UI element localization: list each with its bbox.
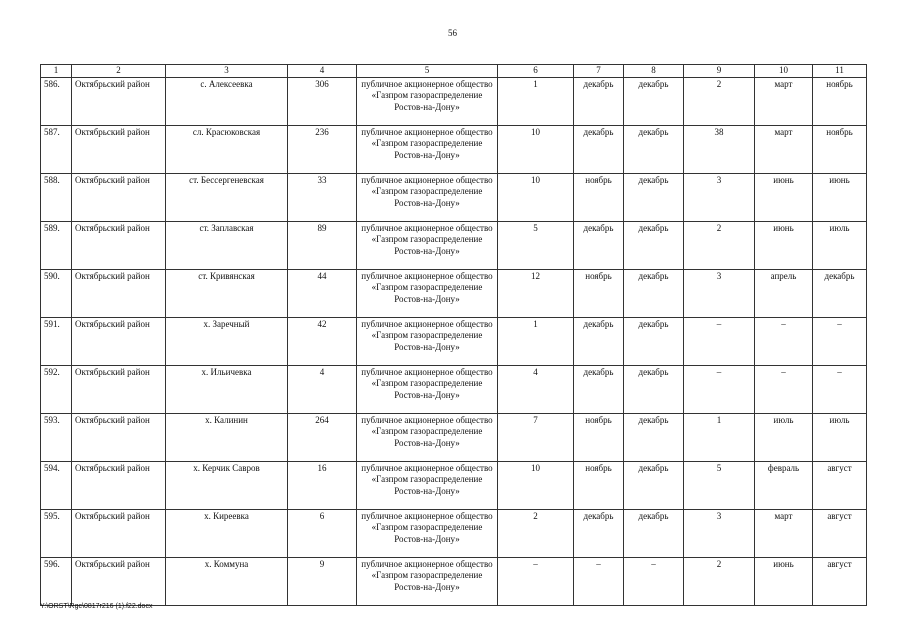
organization-cell: публичное акционерное общество «Газпром газораспределение Ростов-на-Дону»	[357, 365, 498, 413]
count-cell: 33	[288, 173, 357, 221]
month-cell: декабрь	[574, 317, 624, 365]
month-cell: июль	[813, 221, 867, 269]
table-row	[41, 413, 867, 461]
month-cell: июнь	[755, 173, 813, 221]
value-cell: –	[684, 365, 755, 413]
month-cell: декабрь	[624, 173, 684, 221]
organization-cell: публичное акционерное общество «Газпром газораспределение Ростов-на-Дону»	[357, 317, 498, 365]
month-cell: –	[755, 317, 813, 365]
month-cell: март	[755, 125, 813, 173]
page-number: 56	[448, 28, 457, 38]
month-cell: декабрь	[574, 221, 624, 269]
month-cell: март	[755, 77, 813, 125]
table-row	[41, 365, 867, 413]
month-cell: июль	[813, 413, 867, 461]
month-cell: март	[755, 509, 813, 557]
value-cell: 2	[684, 221, 755, 269]
value-cell: 38	[684, 125, 755, 173]
count-cell: 89	[288, 221, 357, 269]
month-cell: декабрь	[624, 461, 684, 509]
row-number: 593.	[41, 413, 72, 461]
month-cell: август	[813, 509, 867, 557]
settlement-cell: х. Ильичевка	[166, 365, 288, 413]
count-cell: 4	[288, 365, 357, 413]
organization-cell: публичное акционерное общество «Газпром газораспределение Ростов-на-Дону»	[357, 77, 498, 125]
file-path-footer: Y:\ORST\Rgc\0817r216 (1).f22.docx	[40, 603, 153, 610]
month-cell: декабрь	[574, 77, 624, 125]
row-number: 588.	[41, 173, 72, 221]
settlement-cell: х. Заречный	[166, 317, 288, 365]
column-header: 6	[498, 65, 574, 78]
value-cell: 10	[498, 461, 574, 509]
value-cell: 3	[684, 509, 755, 557]
month-cell: декабрь	[813, 269, 867, 317]
column-header: 7	[574, 65, 624, 78]
organization-cell: публичное акционерное общество «Газпром газораспределение Ростов-на-Дону»	[357, 509, 498, 557]
value-cell: 5	[498, 221, 574, 269]
row-number: 590.	[41, 269, 72, 317]
district-cell: Октябрьский район	[72, 173, 166, 221]
value-cell: 1	[498, 77, 574, 125]
settlement-cell: с. Алексеевка	[166, 77, 288, 125]
month-cell: июнь	[755, 557, 813, 605]
table-row	[41, 173, 867, 221]
column-header: 1	[41, 65, 72, 78]
month-cell: декабрь	[624, 413, 684, 461]
organization-cell: публичное акционерное общество «Газпром газораспределение Ростов-на-Дону»	[357, 269, 498, 317]
month-cell: декабрь	[624, 365, 684, 413]
value-cell: 5	[684, 461, 755, 509]
organization-cell: публичное акционерное общество «Газпром газораспределение Ростов-на-Дону»	[357, 221, 498, 269]
row-number: 592.	[41, 365, 72, 413]
value-cell: 4	[498, 365, 574, 413]
month-cell: август	[813, 557, 867, 605]
month-cell: ноябрь	[813, 77, 867, 125]
settlement-cell: ст. Кривянская	[166, 269, 288, 317]
district-cell: Октябрьский район	[72, 461, 166, 509]
header-row	[41, 65, 867, 78]
value-cell: –	[684, 317, 755, 365]
value-cell: 1	[498, 317, 574, 365]
settlement-cell: х. Коммуна	[166, 557, 288, 605]
district-cell: Октябрьский район	[72, 365, 166, 413]
value-cell: 10	[498, 173, 574, 221]
settlement-cell: ст. Заплавская	[166, 221, 288, 269]
count-cell: 306	[288, 77, 357, 125]
row-number: 595.	[41, 509, 72, 557]
month-cell: февраль	[755, 461, 813, 509]
table-row	[41, 509, 867, 557]
month-cell: –	[624, 557, 684, 605]
value-cell: 2	[684, 557, 755, 605]
month-cell: декабрь	[574, 509, 624, 557]
row-number: 586.	[41, 77, 72, 125]
month-cell: июнь	[813, 173, 867, 221]
month-cell: ноябрь	[574, 173, 624, 221]
settlement-cell: х. Киреевка	[166, 509, 288, 557]
value-cell: 12	[498, 269, 574, 317]
count-cell: 236	[288, 125, 357, 173]
month-cell: июнь	[755, 221, 813, 269]
organization-cell: публичное акционерное общество «Газпром газораспределение Ростов-на-Дону»	[357, 557, 498, 605]
count-cell: 42	[288, 317, 357, 365]
column-header: 9	[684, 65, 755, 78]
month-cell: июль	[755, 413, 813, 461]
column-header: 2	[72, 65, 166, 78]
column-header: 10	[755, 65, 813, 78]
value-cell: 3	[684, 269, 755, 317]
value-cell: 10	[498, 125, 574, 173]
month-cell: декабрь	[624, 77, 684, 125]
month-cell: август	[813, 461, 867, 509]
data-table	[40, 64, 867, 606]
month-cell: ноябрь	[574, 413, 624, 461]
column-header: 5	[357, 65, 498, 78]
table-row	[41, 317, 867, 365]
count-cell: 9	[288, 557, 357, 605]
table-row	[41, 125, 867, 173]
month-cell: –	[574, 557, 624, 605]
month-cell: декабрь	[624, 125, 684, 173]
row-number: 587.	[41, 125, 72, 173]
month-cell: ноябрь	[574, 461, 624, 509]
month-cell: декабрь	[624, 269, 684, 317]
settlement-cell: х. Калинин	[166, 413, 288, 461]
table-row	[41, 269, 867, 317]
district-cell: Октябрьский район	[72, 317, 166, 365]
month-cell: декабрь	[574, 125, 624, 173]
district-cell: Октябрьский район	[72, 557, 166, 605]
district-cell: Октябрьский район	[72, 413, 166, 461]
month-cell: декабрь	[624, 509, 684, 557]
organization-cell: публичное акционерное общество «Газпром газораспределение Ростов-на-Дону»	[357, 125, 498, 173]
row-number: 591.	[41, 317, 72, 365]
table-row	[41, 77, 867, 125]
district-cell: Октябрьский район	[72, 269, 166, 317]
table-row	[41, 557, 867, 605]
month-cell: апрель	[755, 269, 813, 317]
district-cell: Октябрьский район	[72, 509, 166, 557]
month-cell: декабрь	[624, 221, 684, 269]
row-number: 594.	[41, 461, 72, 509]
month-cell: –	[813, 317, 867, 365]
month-cell: ноябрь	[813, 125, 867, 173]
count-cell: 6	[288, 509, 357, 557]
month-cell: –	[813, 365, 867, 413]
organization-cell: публичное акционерное общество «Газпром газораспределение Ростов-на-Дону»	[357, 461, 498, 509]
column-header: 4	[288, 65, 357, 78]
settlement-cell: ст. Бессергеневская	[166, 173, 288, 221]
column-header: 11	[813, 65, 867, 78]
column-header: 8	[624, 65, 684, 78]
settlement-cell: сл. Красюковская	[166, 125, 288, 173]
table-row	[41, 461, 867, 509]
district-cell: Октябрьский район	[72, 221, 166, 269]
row-number: 596.	[41, 557, 72, 605]
value-cell: 7	[498, 413, 574, 461]
row-number: 589.	[41, 221, 72, 269]
month-cell: декабрь	[574, 365, 624, 413]
month-cell: декабрь	[624, 317, 684, 365]
count-cell: 16	[288, 461, 357, 509]
value-cell: –	[498, 557, 574, 605]
month-cell: –	[755, 365, 813, 413]
organization-cell: публичное акционерное общество «Газпром газораспределение Ростов-на-Дону»	[357, 173, 498, 221]
value-cell: 3	[684, 173, 755, 221]
value-cell: 2	[498, 509, 574, 557]
column-header: 3	[166, 65, 288, 78]
value-cell: 2	[684, 77, 755, 125]
organization-cell: публичное акционерное общество «Газпром газораспределение Ростов-на-Дону»	[357, 413, 498, 461]
value-cell: 1	[684, 413, 755, 461]
count-cell: 264	[288, 413, 357, 461]
count-cell: 44	[288, 269, 357, 317]
district-cell: Октябрьский район	[72, 125, 166, 173]
district-cell: Октябрьский район	[72, 77, 166, 125]
table-row	[41, 221, 867, 269]
month-cell: ноябрь	[574, 269, 624, 317]
settlement-cell: х. Керчик Савров	[166, 461, 288, 509]
